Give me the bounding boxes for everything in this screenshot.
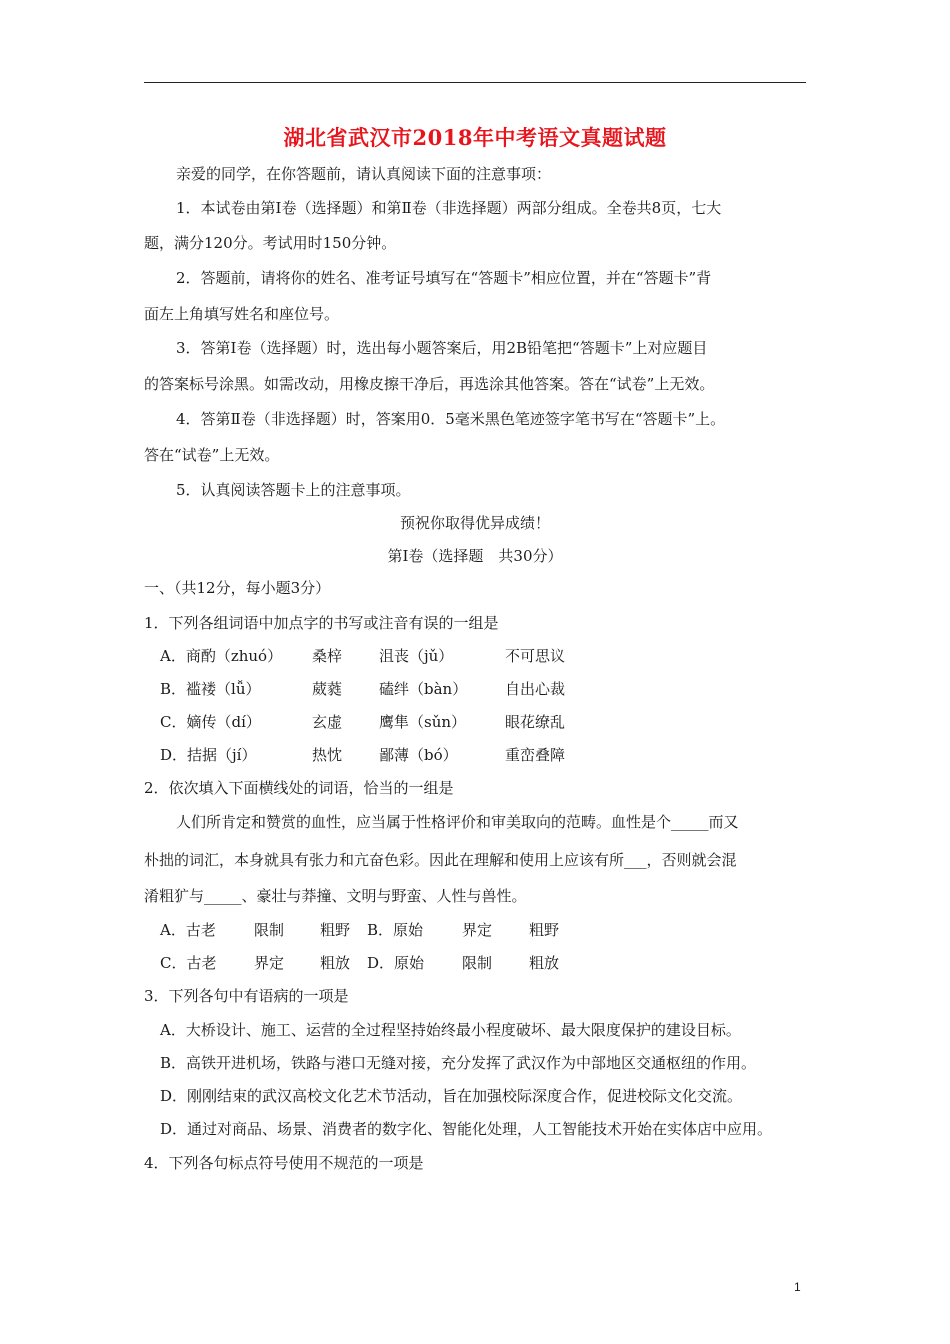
option-b-word-2: 葳蕤 (312, 680, 343, 698)
option-d-word-3: 粗放 (529, 954, 560, 972)
option-b-word-1: B．原始 (367, 921, 424, 939)
option-c-word-1: C．嫡传（dí） (160, 713, 261, 731)
question-2-passage-line-1: 人们所肯定和赞赏的血性，应当属于性格评价和审美取向的范畴。血性是个_____而又 (176, 813, 739, 831)
option-c-word-2: 玄虚 (312, 713, 343, 731)
question-4-stem: 4．下列各句标点符号使用不规范的一项是 (144, 1154, 424, 1172)
option-c-word-2: 界定 (254, 954, 285, 972)
part-heading: 一、（共12分，每小题3分） (144, 579, 331, 597)
option-d-word-2: 限制 (462, 954, 493, 972)
option-b-word-3: 粗野 (529, 921, 560, 939)
option-c-word-4: 眼花缭乱 (505, 713, 566, 731)
question-2-passage-line-3: 淆粗犷与_____、豪壮与莽撞、文明与野蛮、人性与兽性。 (144, 887, 527, 905)
option-a-word-1: A．商酌（zhuó） (160, 647, 283, 665)
option-b-word-3: 磕绊（bàn） (379, 680, 468, 698)
option-a-word-2: 桑梓 (312, 647, 343, 665)
option-d-word-4: 重峦叠障 (505, 746, 566, 764)
option-a-word-1: A．古老 (160, 921, 216, 939)
notice-3-line-1: 3．答第Ⅰ卷（选择题）时，选出每小题答案后，用2B铅笔把“答题卡”上对应题目 (176, 339, 708, 357)
question-3-option-d: D．通过对商品、场景、消费者的数字化、智能化处理，人工智能技术开始在实体店中应用。 (160, 1120, 773, 1138)
question-2-passage-line-2: 朴拙的词汇，本身就具有张力和亢奋色彩。因此在理解和使用上应该有所___，否则就会混 (144, 851, 737, 869)
option-c-word-1: C．古老 (160, 954, 217, 972)
option-a-word-4: 不可思议 (505, 647, 566, 665)
notice-5: 5．认真阅读答题卡上的注意事项。 (176, 481, 411, 499)
option-d-word-3: 鄙薄（bó） (379, 746, 458, 764)
option-a-word-2: 限制 (254, 921, 285, 939)
option-b-word-1: B．褴褛（lǚ） (160, 680, 261, 698)
page-number: 1 (794, 1280, 801, 1294)
option-b-word-4: 自出心裁 (505, 680, 566, 698)
notice-1-line-2: 题，满分120分。考试用时150分钟。 (144, 234, 397, 252)
option-c-word-3: 粗放 (320, 954, 351, 972)
question-3-option-a: A．大桥设计、施工、运营的全过程坚持始终最小程度破坏、最大限度保护的建设目标。 (160, 1021, 741, 1039)
option-c-word-3: 鹰隼（sǔn） (379, 713, 467, 731)
option-d-word-1: D．原始 (367, 954, 425, 972)
section-heading: 第Ⅰ卷（选择题 共30分） (387, 547, 563, 565)
question-3-option-b: B．高铁开进机场，铁路与港口无缝对接，充分发挥了武汉作为中部地区交通枢纽的作用。 (160, 1054, 757, 1072)
question-3-stem: 3．下列各句中有语病的一项是 (144, 987, 349, 1005)
option-a-word-3: 沮丧（jǔ） (379, 647, 454, 665)
intro-text: 亲爱的同学，在你答题前，请认真阅读下面的注意事项： (176, 165, 552, 183)
question-3-option-c: D．刚刚结束的武汉高校文化艺术节活动，旨在加强校际深度合作，促进校际文化交流。 (160, 1087, 743, 1105)
notice-3-line-2: 的答案标号涂黑。如需改动，用橡皮擦干净后，再选涂其他答案。答在“试卷”上无效。 (144, 375, 715, 393)
question-2-stem: 2．依次填入下面横线处的词语，恰当的一组是 (144, 779, 454, 797)
wish-text: 预祝你取得优异成绩！ (399, 514, 550, 532)
notice-2-line-2: 面左上角填写姓名和座位号。 (144, 305, 340, 323)
notice-4-line-2: 答在“试卷”上无效。 (144, 446, 280, 464)
header-rule (144, 82, 806, 83)
question-1-stem: 1．下列各组词语中加点字的书写或注音有误的一组是 (144, 614, 499, 632)
option-b-word-2: 界定 (462, 921, 493, 939)
option-a-word-3: 粗野 (320, 921, 351, 939)
notice-4-line-1: 4．答第Ⅱ卷（非选择题）时，答案用0．5毫米黑色笔迹签字笔书写在“答题卡”上。 (176, 410, 726, 428)
page-title: 湖北省武汉市2018年中考语文真题试题 (283, 125, 667, 150)
option-d-word-1: D．拮据（jí） (160, 746, 257, 764)
option-d-word-2: 热忱 (312, 746, 343, 764)
notice-1-line-1: 1．本试卷由第Ⅰ卷（选择题）和第Ⅱ卷（非选择题）两部分组成。全卷共8页，七大 (176, 199, 722, 217)
notice-2-line-1: 2．答题前，请将你的姓名、准考证号填写在“答题卡”相应位置，并在“答题卡”背 (176, 269, 712, 287)
